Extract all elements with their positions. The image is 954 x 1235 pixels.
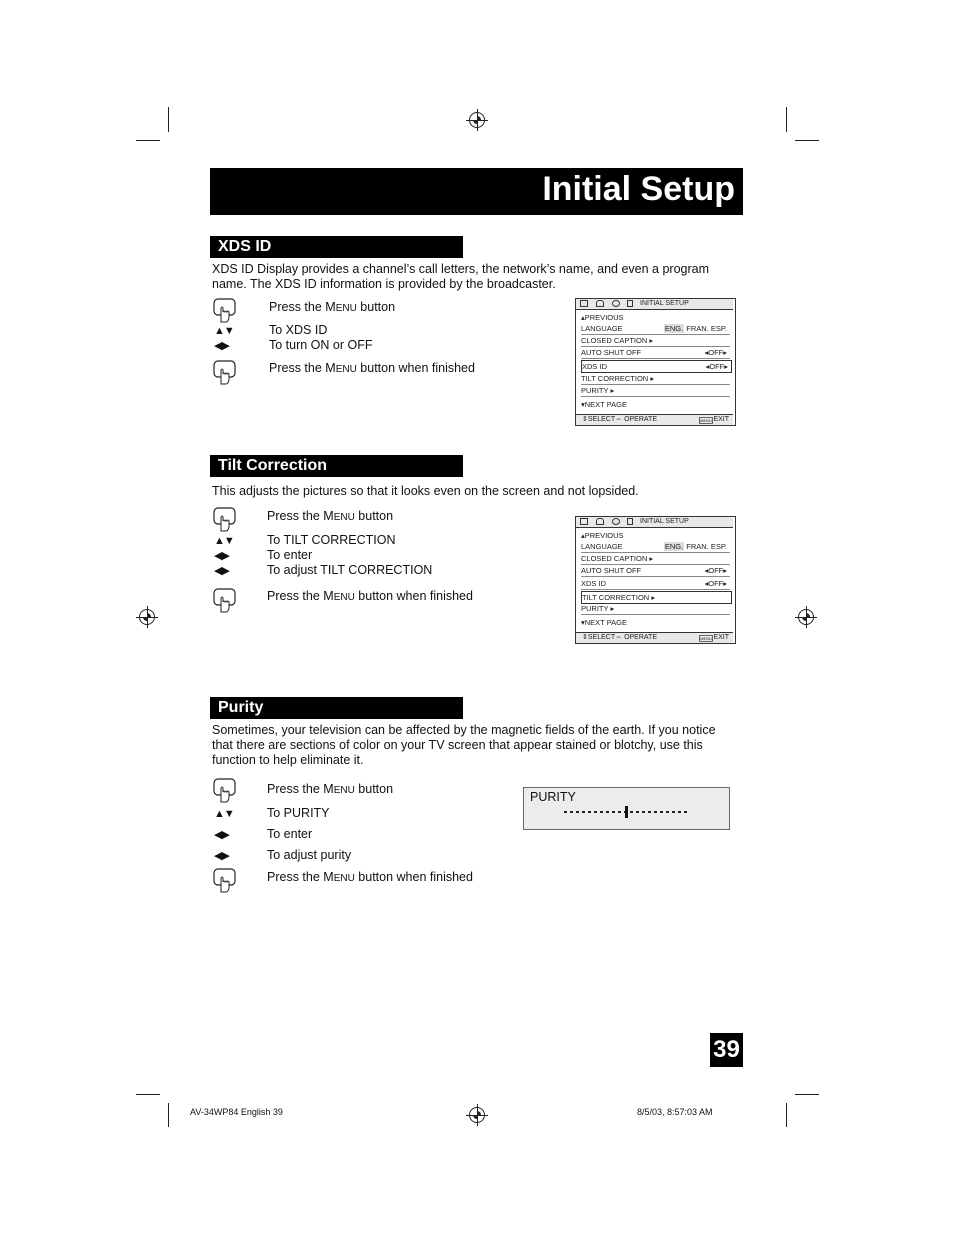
osd-footer: ⇕SELECT⇔ OPERATE MENU EXIT bbox=[576, 414, 733, 425]
step-adjust-purity: To adjust purity bbox=[267, 848, 352, 862]
osd-next-page: ▾NEXT PAGE bbox=[581, 400, 628, 409]
up-down-arrow-icon: ▲▼ bbox=[214, 808, 234, 820]
step-to-tilt-correction: To TILT CORRECTION bbox=[267, 533, 396, 547]
tilt-description: This adjusts the pictures so that it looks even on the screen and not lopsided. bbox=[212, 484, 639, 498]
menu-button-hand-icon bbox=[213, 778, 237, 804]
up-down-arrow-icon: ▲▼ bbox=[214, 325, 234, 337]
osd-row-purity: PURITY ▸ bbox=[581, 603, 730, 615]
crop-mark bbox=[795, 140, 819, 141]
footer-right: 8/5/03, 8:57:03 AM bbox=[637, 1107, 713, 1117]
left-right-arrow-icon: ◀▶ bbox=[214, 829, 229, 841]
crop-mark bbox=[168, 1103, 169, 1127]
registration-mark-icon bbox=[469, 1107, 485, 1123]
sound-tab-icon bbox=[596, 300, 604, 307]
registration-mark-icon bbox=[798, 609, 814, 625]
crop-mark bbox=[786, 1103, 787, 1127]
osd-header-label: INITIAL SETUP bbox=[640, 300, 689, 307]
osd-previous: ▴PREVIOUS bbox=[581, 313, 624, 322]
setup-tab-icon bbox=[627, 300, 633, 307]
osd-row-auto-shut-off: AUTO SHUT OFF ◂OFF▸ bbox=[581, 565, 730, 577]
step-press-menu: Press the MENU button bbox=[267, 782, 394, 796]
purity-slider-thumb bbox=[625, 806, 628, 818]
purity-description: Sometimes, your television can be affected by the magnetic fields of the earth. If you notice that there are sections of color on your TV screen that appear stained or blotchy, use this function to help eliminate it. bbox=[212, 723, 716, 767]
osd-row-purity: PURITY ▸ bbox=[581, 385, 730, 397]
osd-row-auto-shut-off: AUTO SHUT OFF ◂OFF▸ bbox=[581, 347, 730, 359]
menu-button-hand-icon bbox=[213, 868, 237, 894]
step-to-purity: To PURITY bbox=[267, 806, 330, 820]
osd-initial-setup-menu bbox=[575, 516, 736, 644]
osd-row-closed-caption: CLOSED CAPTION ▸ bbox=[581, 335, 730, 347]
osd-purity-adjust bbox=[523, 787, 730, 830]
sound-tab-icon bbox=[596, 518, 604, 525]
step-enter: To enter bbox=[267, 827, 313, 841]
step-to-xds-id: To XDS ID bbox=[269, 323, 328, 337]
step-press-menu: Press the MENU button bbox=[269, 300, 396, 314]
picture-tab-icon bbox=[580, 300, 588, 307]
left-right-arrow-icon: ◀▶ bbox=[214, 550, 229, 562]
menu-button-hand-icon bbox=[213, 588, 237, 614]
osd-row-tilt-correction: TILT CORRECTION ▸ bbox=[581, 373, 730, 385]
menu-button-hand-icon bbox=[213, 298, 237, 324]
step-press-menu: Press the MENU button bbox=[267, 509, 394, 523]
osd-row-tilt-correction-selected: TILT CORRECTION ▸ bbox=[581, 591, 732, 604]
crop-mark bbox=[795, 1094, 819, 1095]
page-title-bar bbox=[210, 168, 743, 215]
crop-mark bbox=[786, 107, 787, 132]
menu-button-hand-icon bbox=[213, 360, 237, 386]
registration-mark-icon bbox=[139, 609, 155, 625]
osd-next-page: ▾NEXT PAGE bbox=[581, 618, 628, 627]
crop-mark bbox=[168, 107, 169, 132]
osd-header-label: INITIAL SETUP bbox=[640, 518, 689, 525]
setup-tab-icon bbox=[627, 518, 633, 525]
osd-row-xds-id: XDS ID ◂OFF▸ bbox=[581, 578, 730, 590]
xds-description: XDS ID Display provides a channel’s call letters, the network’s name, and even a program name. The XDS ID information is provided by the broadcaster. bbox=[212, 262, 710, 291]
page-number: 39 bbox=[710, 1033, 743, 1067]
registration-mark-icon bbox=[469, 112, 485, 128]
osd-header bbox=[576, 299, 733, 310]
step-turn-on-off: To turn ON or OFF bbox=[269, 338, 373, 352]
osd-purity-label: PURITY bbox=[530, 790, 576, 804]
menu-button-hand-icon bbox=[213, 507, 237, 533]
step-adjust-tilt: To adjust TILT CORRECTION bbox=[267, 563, 433, 577]
osd-previous: ▴PREVIOUS bbox=[581, 531, 624, 540]
section-heading-purity: Purity bbox=[210, 697, 463, 719]
footer-left: AV-34WP84 English 39 bbox=[190, 1107, 283, 1117]
left-right-arrow-icon: ◀▶ bbox=[214, 340, 229, 352]
osd-row-language: LANGUAGE ENG. FRAN. ESP. bbox=[581, 541, 730, 553]
osd-header bbox=[576, 517, 733, 528]
osd-row-xds-id-selected: XDS ID ◂OFF▸ bbox=[581, 360, 732, 373]
left-right-arrow-icon: ◀▶ bbox=[214, 850, 229, 862]
step-press-menu-finished: Press the MENU button when finished bbox=[267, 589, 473, 603]
osd-footer: ⇕SELECT⇔ OPERATE MENU EXIT bbox=[576, 632, 733, 643]
osd-row-closed-caption: CLOSED CAPTION ▸ bbox=[581, 553, 730, 565]
left-right-arrow-icon: ◀▶ bbox=[214, 565, 229, 577]
step-press-menu-finished: Press the MENU button when finished bbox=[267, 870, 473, 884]
step-enter: To enter bbox=[267, 548, 313, 562]
crop-mark bbox=[136, 1094, 160, 1095]
section-heading-xds-id: XDS ID bbox=[210, 236, 463, 258]
step-press-menu-finished: Press the MENU button when finished bbox=[269, 361, 475, 375]
timer-tab-icon bbox=[612, 518, 620, 525]
picture-tab-icon bbox=[580, 518, 588, 525]
section-heading-tilt-correction: Tilt Correction bbox=[210, 455, 463, 477]
osd-row-language: LANGUAGE ENG. FRAN. ESP. bbox=[581, 323, 730, 335]
page-title: Initial Setup bbox=[542, 170, 735, 208]
osd-initial-setup-menu bbox=[575, 298, 736, 426]
crop-mark bbox=[136, 140, 160, 141]
purity-slider bbox=[564, 806, 689, 818]
timer-tab-icon bbox=[612, 300, 620, 307]
up-down-arrow-icon: ▲▼ bbox=[214, 535, 234, 547]
